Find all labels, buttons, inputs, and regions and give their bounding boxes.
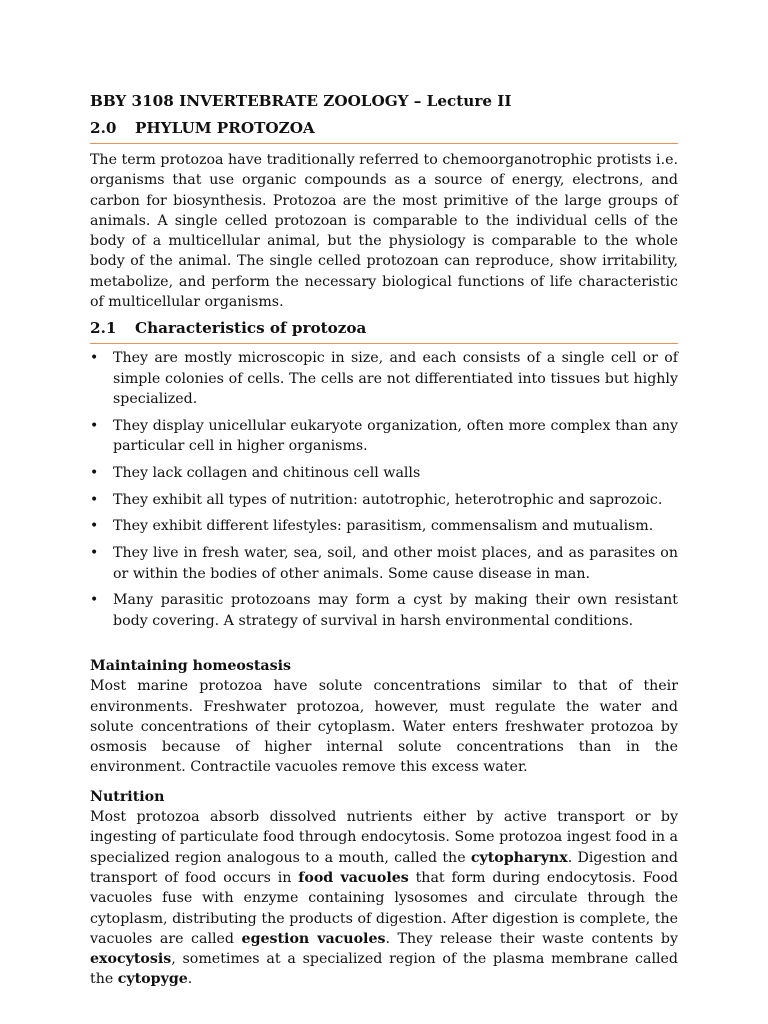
nutrition-text: that form during endocytosis. Food vacuoles fuse with enzyme containing lysosomes and circulate through the cytoplasm, distributing the products of digestion. After digestion is complete, the vacuoles are called (90, 869, 678, 947)
bullet-icon: • (90, 518, 99, 535)
list-item-text: Many parasitic protozoans may form a cyst by making their own resistant body covering. A strategy of survival in harsh environmental conditions. (113, 592, 678, 629)
list-item (90, 590, 678, 631)
bullet-icon: • (90, 545, 99, 562)
list-item (90, 348, 678, 409)
term-cytopharynx: cytopharynx (470, 849, 568, 866)
section-2-1-heading (90, 317, 678, 344)
page-content (90, 90, 678, 990)
term-exocytosis: exocytosis (90, 951, 172, 968)
list-item-text: They are mostly microscopic in size, and each consists of a single cell or of simple colonies of cells. The cells are not differentiated into tissues but highly specialized. (113, 350, 678, 407)
term-egestion-vacuoles: egestion vacuoles (241, 930, 386, 947)
bullet-icon: • (90, 417, 99, 434)
homeostasis-paragraph: Most marine protozoa have solute concentrations similar to that of their environments. Freshwater protozoa, however, must regulate the water and solute concentrations of their cytoplasm. Water enters freshwater protozoa by osmosis because of higher internal solute concentrations than in the environment. Contractile vacuoles remove this excess water. (90, 678, 678, 776)
term-food-vacuoles: food vacuoles (298, 869, 409, 886)
list-item-text: They lack collagen and chitinous cell walls (113, 464, 421, 481)
list-item-text: They live in fresh water, sea, soil, and other moist places, and as parasites on or within the bodies of other animals. Some cause disease in man. (113, 545, 678, 582)
list-item-text: They display unicellular eukaryote organization, often more complex than any particular cell in higher organisms. (113, 417, 678, 455)
nutrition-text: . They release their waste contents by (385, 930, 678, 947)
nutrition-paragraph (90, 807, 678, 990)
nutrition-text: . (187, 971, 193, 988)
section-number: 2.1 (90, 319, 117, 338)
bullet-icon: • (90, 592, 99, 609)
list-item-text: They exhibit different lifestyles: parasitism, commensalism and mutualism. (113, 518, 654, 535)
nutrition-heading: Nutrition (90, 788, 165, 805)
intro-paragraph: The term protozoa have traditionally referred to chemoorganotrophic protists i.e. organisms that use organic compounds as a source of energy, electrons, and carbon for biosynthesis. Protozoa are the most primitive of the large groups of animals. A single celled protozoan is comparable to the individual cells of the body of a multicellular animal, but the physiology is comparable to the whole body of the animal. The single celled protozoan can reproduce, show irritability, metabolize, and perform the necessary biological functions of life characteristic of multicellular organisms. (90, 152, 678, 311)
nutrition-text: Most protozoa absorb dissolved nutrients either by active transport or by ingesting of particulate food through endocytosis. Some protozoa ingest food in a specialized region analogous to a mouth, called the (90, 809, 678, 866)
section-number: 2.0 (90, 119, 117, 137)
list-item-text: They exhibit all types of nutrition: autotrophic, heterotrophic and saprozoic. (113, 491, 663, 508)
document-title: BBY 3108 INVERTEBRATE ZOOLOGY – Lecture II (90, 92, 512, 110)
characteristics-list (90, 348, 678, 631)
bullet-icon: • (90, 491, 99, 508)
bullet-icon: • (90, 350, 99, 367)
section-title: PHYLUM PROTOZOA (135, 119, 315, 137)
list-item (90, 543, 678, 584)
list-item (90, 490, 678, 510)
nutrition-text: . Digestion and transport of food occurs in (90, 849, 678, 886)
list-item (90, 516, 678, 536)
nutrition-text: , sometimes at a specialized region of the plasma membrane called the (90, 951, 678, 988)
list-item (90, 416, 678, 457)
term-cytopyge: cytopyge (117, 971, 188, 988)
bullet-icon: • (90, 464, 99, 481)
list-item (90, 463, 678, 483)
section-title: Characteristics of protozoa (135, 319, 367, 338)
homeostasis-heading: Maintaining homeostasis (90, 657, 291, 674)
section-2-0-heading (90, 117, 678, 144)
